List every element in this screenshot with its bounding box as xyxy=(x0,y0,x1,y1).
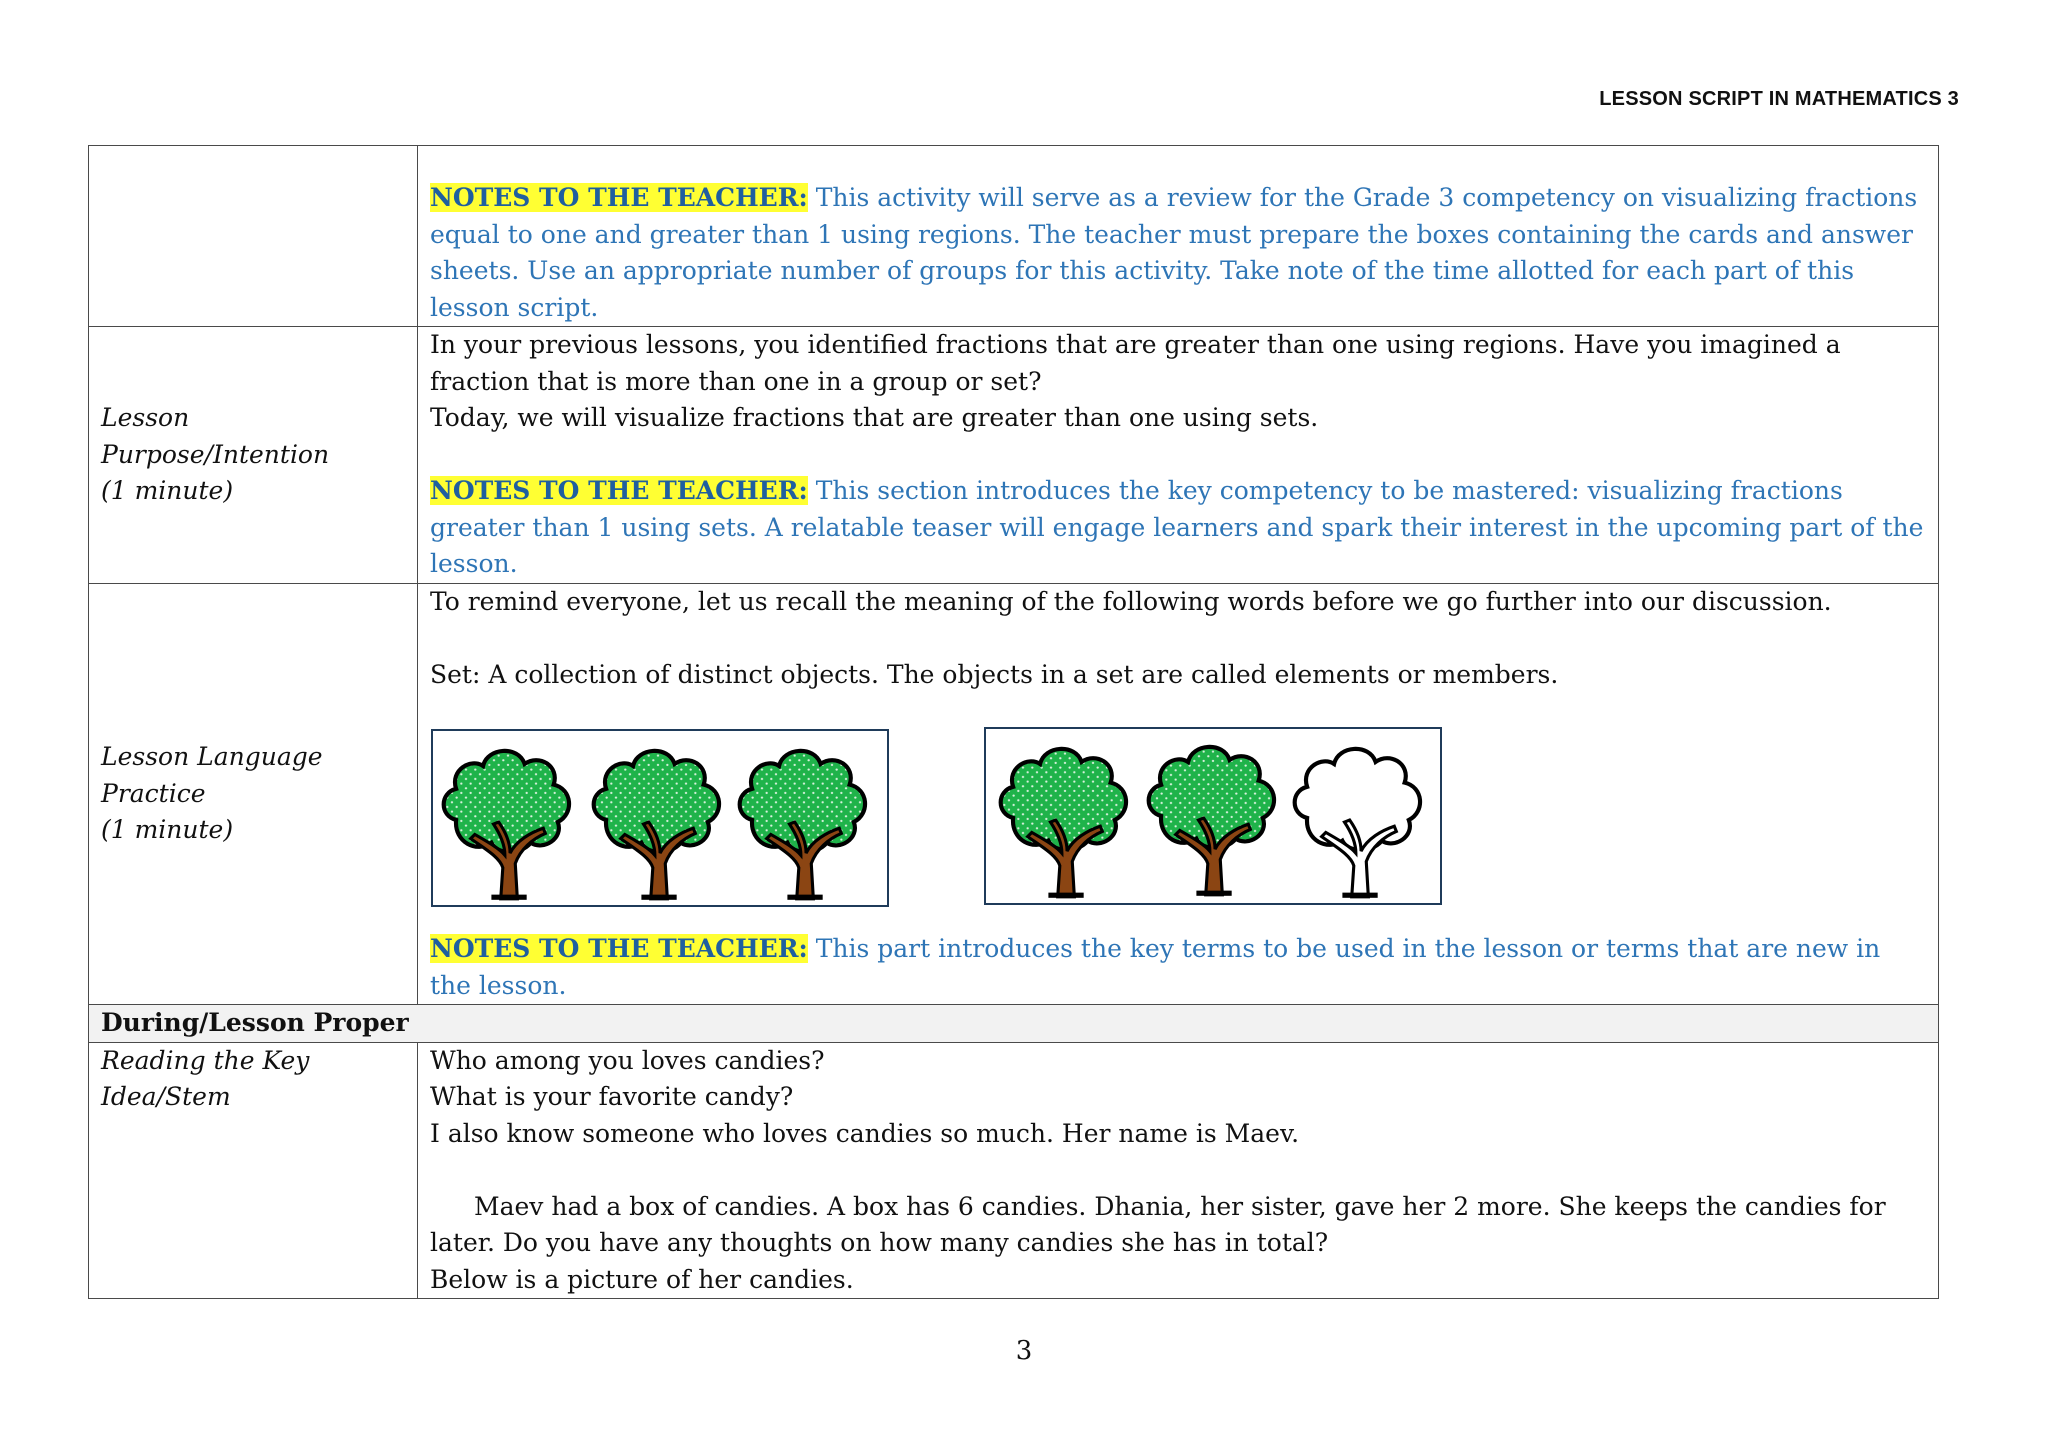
purpose-paragraph-1: In your previous lessons, you identified fractions that are greater than one using regions. Have you imagined a fraction that is more than one in a group or set? xyxy=(430,330,1841,396)
reading-label-cell xyxy=(89,1042,418,1299)
tree-outline-icon xyxy=(1295,749,1420,898)
lesson-table xyxy=(88,145,1939,1299)
section-title: During/Lesson Proper xyxy=(89,1005,1939,1043)
language-label-line-1: Lesson Language xyxy=(101,742,323,771)
set-illustrations xyxy=(430,729,1926,911)
purpose-row xyxy=(89,327,1939,584)
empty-label-cell xyxy=(89,146,418,327)
purpose-label-line-2: Purpose/Intention xyxy=(101,439,330,469)
language-label-cell xyxy=(89,583,418,1005)
reading-label-line-1: Reading the Key xyxy=(101,1045,310,1075)
story-paragraph: Maev had a box of candies. A box has 6 candies. Dhania, her sister, gave her 2 more. She keeps the candies for later. Do you have any thoughts on how many candies she has in total? xyxy=(430,1191,1886,1257)
notes-tag: NOTES TO THE TEACHER: xyxy=(430,934,808,963)
notes-tag: NOTES TO THE TEACHER: xyxy=(430,476,808,505)
language-notes xyxy=(430,931,1926,1004)
reading-question-2: What is your favorite candy? xyxy=(430,1082,794,1111)
set-b-box xyxy=(984,727,1442,905)
reading-content-cell xyxy=(418,1042,1939,1299)
language-paragraph-1: To remind everyone, let us recall the meaning of the following words before we go further into our discussion. xyxy=(430,586,1832,616)
blank-line xyxy=(430,437,1926,474)
document-header: LESSON SCRIPT IN MATHEMATICS 3 xyxy=(1599,88,1959,110)
language-label-line-2: Practice xyxy=(101,778,206,808)
notes-tag: NOTES TO THE TEACHER: xyxy=(430,183,808,212)
notes-text: This section introduces the key competency to be mastered: visualizing fractions greater than 1 using sets. A relatable teaser will engage learners and spark their interest in the upcoming part of the lesson. xyxy=(430,476,1924,578)
purpose-notes xyxy=(430,473,1926,583)
page-number: 3 xyxy=(1015,1336,1033,1366)
purpose-paragraph-2: Today, we will visualize fractions that are greater than one using sets. xyxy=(430,403,1319,432)
reading-row xyxy=(89,1042,1939,1299)
tree-icon xyxy=(594,751,719,900)
set-definition: Set: A collection of distinct objects. The objects in a set are called elements or members. xyxy=(430,659,1559,689)
notes-cell xyxy=(418,146,1939,327)
purpose-content-cell xyxy=(418,327,1939,584)
language-content-cell xyxy=(418,583,1939,1005)
purpose-label-line-3: (1 minute) xyxy=(101,476,234,505)
reading-label-line-2: Idea/Stem xyxy=(101,1082,231,1111)
tree-icon xyxy=(444,751,569,900)
tree-icon xyxy=(740,751,865,900)
tree-icon xyxy=(1149,747,1274,896)
language-label-line-3: (1 minute) xyxy=(101,815,234,844)
language-row xyxy=(89,583,1939,1005)
notes-paragraph xyxy=(430,180,1926,326)
reading-last-line: Below is a picture of her candies. xyxy=(430,1264,854,1294)
tree-icon xyxy=(1001,749,1126,898)
notes-text: This part introduces the key terms to be used in the lesson or terms that are new in the lesson. xyxy=(430,934,1881,1000)
notes-text: This activity will serve as a review for the Grade 3 competency on visualizing fractions equal to one and greater than 1 using regions. The teacher must prepare the boxes containing the cards and answer sheets. Use an appropriate number of groups for this activity. Take note of the time allotted for each part of this lesson script. xyxy=(430,183,1918,322)
reading-line-3: I also know someone who loves candies so much. Her name is Maev. xyxy=(430,1118,1300,1148)
reading-question-1: Who among you loves candies? xyxy=(430,1045,825,1075)
section-heading-row xyxy=(89,1005,1939,1043)
set-a-box xyxy=(431,729,889,907)
notes-row xyxy=(89,146,1939,327)
blank-line xyxy=(430,1152,1926,1189)
purpose-label-cell xyxy=(89,327,418,584)
blank-line xyxy=(430,620,1926,657)
purpose-label-line-1: Lesson xyxy=(101,403,190,432)
